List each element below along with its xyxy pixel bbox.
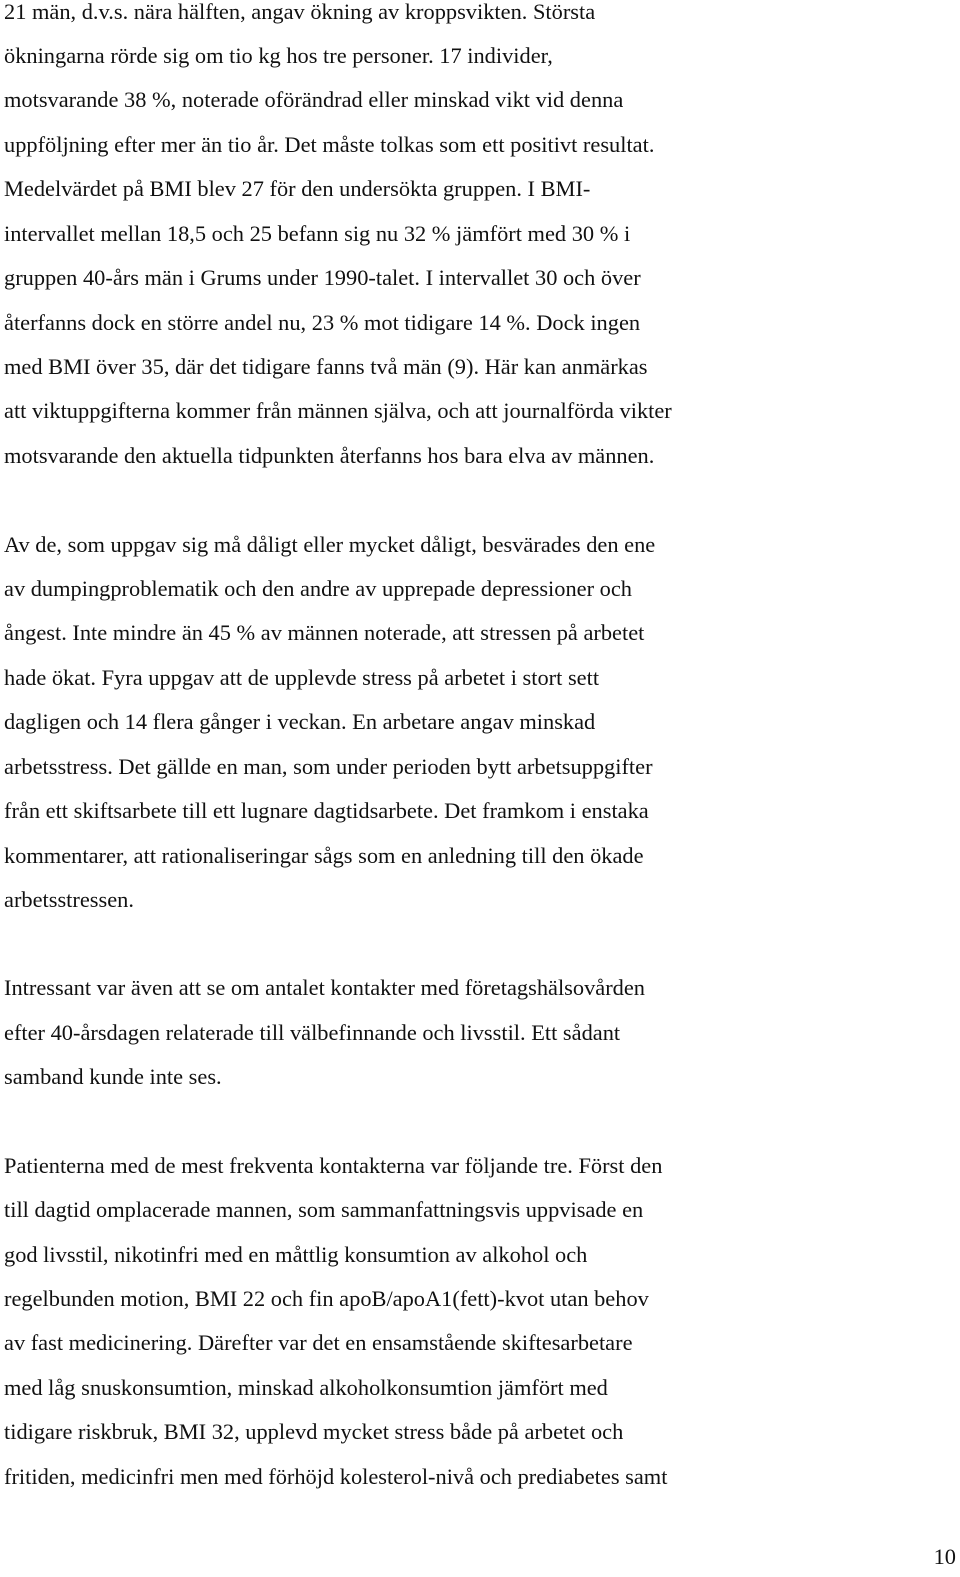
text-line: att viktuppgifterna kommer från männen själva, och att journalförda vikter xyxy=(4,398,672,423)
text-line: Medelvärdet på BMI blev 27 för den undersökta gruppen. I BMI- xyxy=(4,176,591,201)
text-line: dagligen och 14 flera gånger i veckan. En arbetare angav minskad xyxy=(4,709,596,734)
text-line: Intressant var även att se om antalet kontakter med företagshälsovården xyxy=(4,975,645,1000)
text-line: med låg snuskonsumtion, minskad alkoholkonsumtion jämfört med xyxy=(4,1375,608,1400)
text-line: uppföljning efter mer än tio år. Det måste tolkas som ett positivt resultat. xyxy=(4,132,655,157)
text-line: ökningarna rörde sig om tio kg hos tre personer. 17 individer, xyxy=(4,43,553,68)
text-line: motsvarande den aktuella tidpunkten återfanns hos bara elva av männen. xyxy=(4,443,655,468)
text-line: Av de, som uppgav sig må dåligt eller mycket dåligt, besvärades den ene xyxy=(4,532,656,557)
text-line: god livsstil, nikotinfri med en måttlig konsumtion av alkohol och xyxy=(4,1242,588,1267)
text-line: tidigare riskbruk, BMI 32, upplevd mycket stress både på arbetet och xyxy=(4,1419,624,1444)
text-line: från ett skiftsarbete till ett lugnare dagtidsarbete. Det framkom i enstaka xyxy=(4,798,649,823)
text-line: hade ökat. Fyra uppgav att de upplevde stress på arbetet i stort sett xyxy=(4,665,600,690)
page-number: 10 xyxy=(933,1544,956,1569)
text-line: 21 män, d.v.s. nära hälften, angav ökning av kroppsvikten. Största xyxy=(4,0,596,24)
text-line: av fast medicinering. Därefter var det en ensamstående skiftesarbetare xyxy=(4,1330,633,1355)
text-line: arbetsstressen. xyxy=(4,887,134,912)
text-line: Patienterna med de mest frekventa kontakterna var följande tre. Först den xyxy=(4,1153,663,1178)
text-line: av dumpingproblematik och den andre av upprepade depressioner och xyxy=(4,576,632,601)
text-line: motsvarande 38 %, noterade oförändrad eller minskad vikt vid denna xyxy=(4,87,624,112)
text-line: gruppen 40-års män i Grums under 1990-talet. I intervallet 30 och över xyxy=(4,265,641,290)
text-line: regelbunden motion, BMI 22 och fin apoB/apoA1(fett)-kvot utan behov xyxy=(4,1286,649,1311)
text-line: intervallet mellan 18,5 och 25 befann sig nu 32 % jämfört med 30 % i xyxy=(4,221,631,246)
text-line: efter 40-årsdagen relaterade till välbefinnande och livsstil. Ett sådant xyxy=(4,1020,621,1045)
text-line: arbetsstress. Det gällde en man, som under perioden bytt arbetsuppgifter xyxy=(4,754,653,779)
text-line: återfanns dock en större andel nu, 23 % mot tidigare 14 %. Dock ingen xyxy=(4,310,641,335)
text-line: ångest. Inte mindre än 45 % av männen noterade, att stressen på arbetet xyxy=(4,620,645,645)
text-line: samband kunde inte ses. xyxy=(4,1064,222,1089)
text-line: fritiden, medicinfri men med förhöjd kolesterol-nivå och prediabetes samt xyxy=(4,1464,668,1489)
text-line: till dagtid omplacerade mannen, som sammanfattningsvis uppvisade en xyxy=(4,1197,644,1222)
text-line: med BMI över 35, där det tidigare fanns två män (9). Här kan anmärkas xyxy=(4,354,648,379)
text-line: kommentarer, att rationaliseringar sågs som en anledning till den ökade xyxy=(4,843,644,868)
